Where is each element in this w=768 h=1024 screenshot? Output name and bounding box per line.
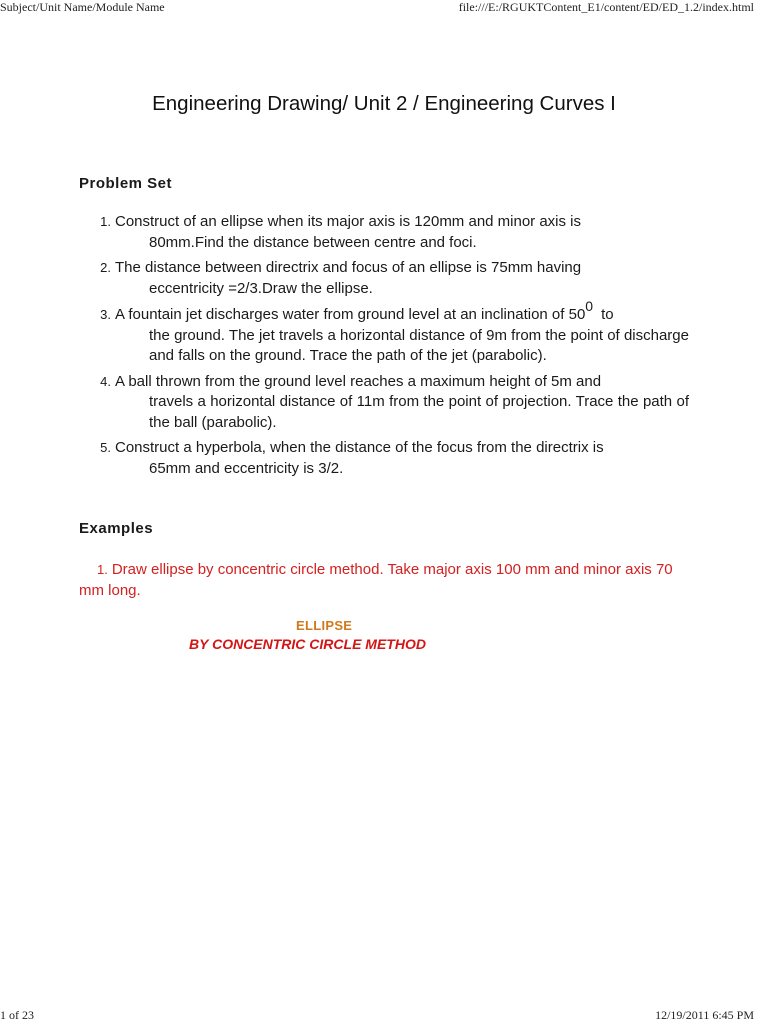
- problem-number: 1.: [100, 214, 111, 229]
- problem-text-first-line: The distance between directrix and focus of an ellipse is 75mm having: [115, 259, 582, 276]
- page-header-file-path: file:///E:/RGUKTContent_E1/content/ED/ED_1.2/index.html: [458, 0, 754, 14]
- page-counter: 1 of 23: [0, 1008, 34, 1022]
- problem-text-continuation: 65mm and eccentricity is 3/2.: [149, 459, 344, 477]
- print-timestamp: 12/19/2011 6:45 PM: [655, 1008, 754, 1022]
- problem-text-continuation: eccentricity =2/3.Draw the ellipse.: [149, 279, 373, 297]
- problem-text-first-line: A ball thrown from the ground level reaches a maximum height of 5m and: [115, 372, 602, 390]
- problem-set-heading: Problem Set: [79, 175, 173, 192]
- problem-item: [79, 258, 689, 299]
- problem-text-first-line: Construct of an ellipse when its major axis is 120mm and minor axis is: [115, 213, 582, 230]
- problem-item: [79, 298, 689, 367]
- problem-item: [79, 438, 689, 479]
- problem-number: 2.: [100, 260, 111, 275]
- problem-text-first-line: Construct a hyperbola, when the distance of the focus from the directrix is: [115, 439, 604, 456]
- problem-text-first-line: A fountain jet discharges water from ground level at an inclination of 50: [115, 306, 586, 323]
- page-title: Engineering Drawing/ Unit 2 / Engineering Curves I: [152, 92, 616, 115]
- example-item: [79, 559, 689, 601]
- problem-number: 5.: [100, 440, 111, 455]
- problem-list: [79, 212, 689, 484]
- figure-title: ELLIPSE: [296, 618, 353, 633]
- problem-text-first-line-end: to: [601, 306, 614, 323]
- figure-subtitle: BY CONCENTRIC CIRCLE METHOD: [189, 636, 426, 652]
- page-header-module-name: Subject/Unit Name/Module Name: [0, 0, 165, 14]
- problem-item: [79, 212, 689, 253]
- example-text: Draw ellipse by concentric circle method. Take major axis 100 mm and minor axis 70 mm long.: [79, 561, 673, 599]
- problem-text-continuation: the ground. The jet travels a horizontal distance of 9m from the point of discharge and falls on the ground. Trace the path of the jet (parabolic).: [149, 326, 689, 364]
- degree-superscript: 0: [585, 298, 594, 314]
- problem-text-continuation: 80mm.Find the distance between centre and foci.: [149, 233, 477, 251]
- problem-text-continuation: travels a horizontal distance of 11m from the point of projection. Trace the path of the ball (parabolic).: [149, 393, 689, 431]
- examples-heading: Examples: [79, 520, 154, 537]
- problem-item: [79, 372, 689, 434]
- problem-number: 4.: [100, 373, 111, 389]
- example-number: 1.: [97, 562, 108, 577]
- problem-number: 3.: [100, 307, 111, 322]
